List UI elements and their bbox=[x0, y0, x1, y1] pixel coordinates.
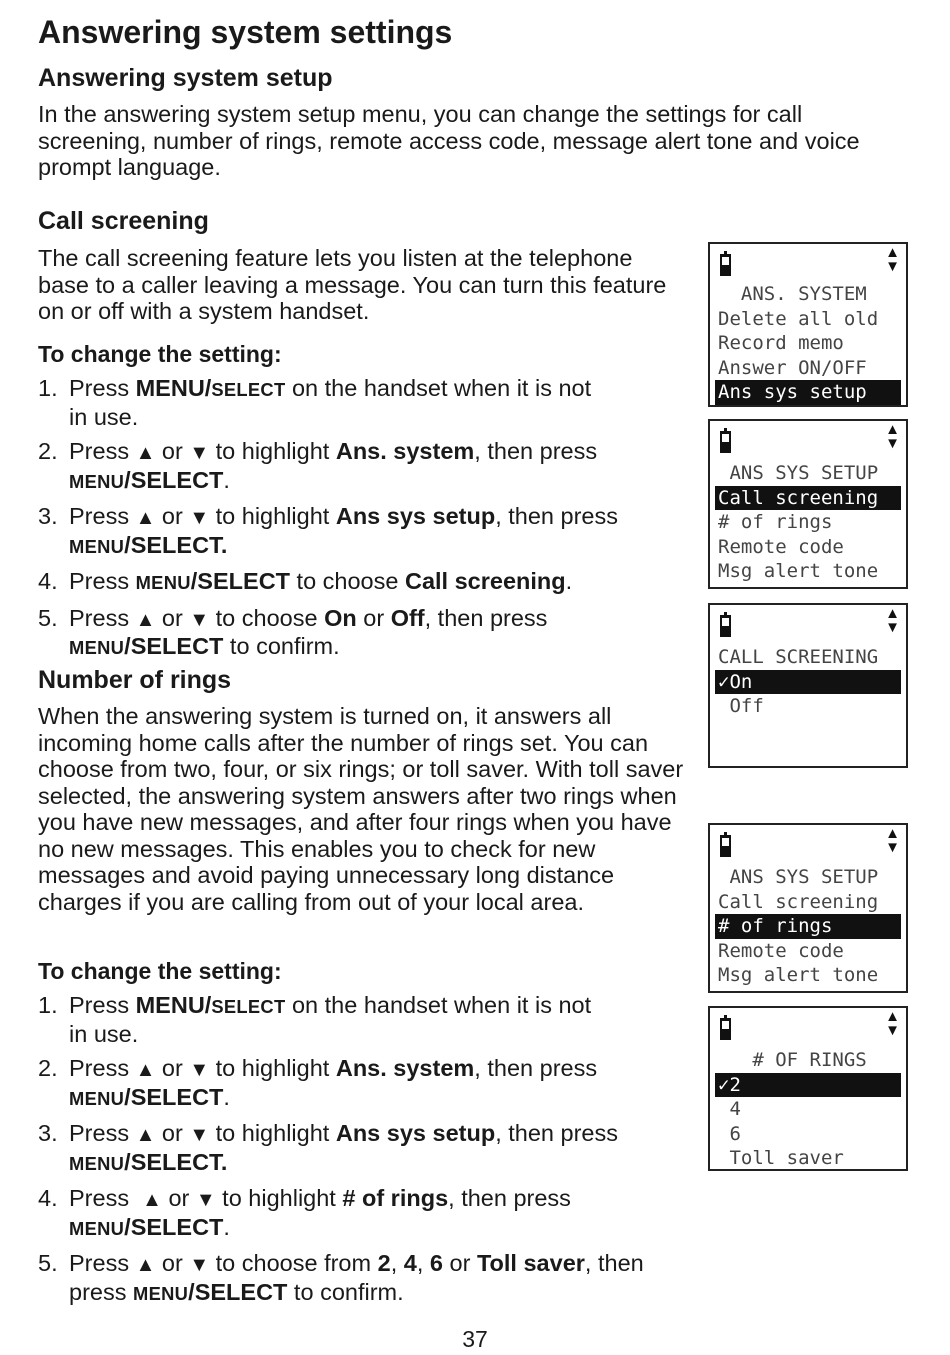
number-of-rings-heading: Number of rings bbox=[38, 666, 232, 694]
screen-line: Delete all old bbox=[718, 307, 879, 330]
battery-icon bbox=[720, 431, 731, 453]
step-item: 3. Press ▲ or ▼ to highlight Ans sys setup, then press MENU/SELECT. bbox=[38, 1120, 618, 1175]
battery-icon bbox=[720, 835, 731, 857]
screen-line-highlighted: Call screening bbox=[715, 486, 901, 511]
step-item: 5. Press ▲ or ▼ to choose On or Off, then press MENU/SELECT to confirm. bbox=[38, 604, 548, 659]
screen-line: CALL SCREENING bbox=[718, 646, 879, 668]
battery-icon bbox=[720, 1018, 731, 1040]
up-arrow-icon: ▲ bbox=[135, 1059, 156, 1081]
screen-line: Toll saver bbox=[718, 1147, 844, 1169]
up-arrow-icon: ▲ bbox=[135, 608, 156, 631]
screen-line: Answer ON/OFF bbox=[718, 356, 867, 379]
screen-line-highlighted: ✓2 bbox=[715, 1073, 901, 1098]
scroll-arrows-icon: ▲ ▼ bbox=[885, 244, 900, 275]
lcd-screen-ans-system bbox=[708, 242, 908, 407]
lcd-screen-ans-sys-setup bbox=[708, 419, 908, 589]
call-screening-intro: The call screening feature lets you listen at the telephone base to a caller leaving a message. You can turn this feature on or off with a system handset. bbox=[38, 245, 667, 324]
down-arrow-icon: ▼ bbox=[189, 608, 210, 631]
down-arrow-icon: ▼ bbox=[189, 442, 210, 464]
page-number: 37 bbox=[462, 1326, 488, 1352]
lcd-screen-number-of-rings bbox=[708, 1006, 908, 1171]
call-screening-heading: Call screening bbox=[38, 207, 209, 235]
down-arrow-icon: ▼ bbox=[189, 1254, 210, 1276]
scroll-arrows-icon: ▲ ▼ bbox=[885, 421, 900, 452]
screen-line: 6 bbox=[718, 1122, 741, 1145]
step-item: 2. Press ▲ or ▼ to highlight Ans. system, then press MENU/SELECT. bbox=[38, 1055, 598, 1110]
page-title: Answering system settings bbox=[38, 14, 453, 50]
screen-line: ANS SYS SETUP bbox=[718, 866, 879, 888]
screen-line: Remote code bbox=[718, 535, 844, 558]
number-of-rings-change-heading: To change the setting: bbox=[38, 958, 282, 984]
setup-intro: In the answering system setup menu, you can change the settings for call screening, number of rings, remote access code, message alert tone and voice prompt language. bbox=[38, 101, 860, 180]
up-arrow-icon: ▲ bbox=[135, 442, 156, 464]
down-arrow-icon: ▼ bbox=[189, 507, 210, 529]
step-item: 1. Press MENU/SELECT on the handset when it is not in use. bbox=[38, 992, 592, 1047]
setup-heading: Answering system setup bbox=[38, 64, 333, 92]
screen-line: ANS. SYSTEM bbox=[718, 283, 867, 305]
screen-line: Remote code bbox=[718, 939, 844, 962]
up-arrow-icon: ▲ bbox=[142, 1189, 162, 1211]
call-screening-change-heading: To change the setting: bbox=[38, 341, 282, 367]
battery-icon bbox=[720, 615, 731, 637]
call-screening-steps bbox=[38, 375, 698, 662]
up-arrow-icon: ▲ bbox=[135, 507, 156, 529]
screen-line: # OF RINGS bbox=[718, 1049, 867, 1071]
screen-line: Msg alert tone bbox=[718, 560, 879, 582]
number-of-rings-steps bbox=[38, 992, 708, 1307]
up-arrow-icon: ▲ bbox=[135, 1254, 156, 1276]
screen-line-highlighted: ✓On bbox=[715, 670, 901, 695]
up-arrow-icon: ▲ bbox=[135, 1124, 156, 1146]
down-arrow-icon: ▼ bbox=[189, 1124, 210, 1146]
down-arrow-icon: ▼ bbox=[195, 1189, 216, 1211]
screen-line: ANS SYS SETUP bbox=[718, 462, 879, 484]
scroll-arrows-icon: ▲ ▼ bbox=[885, 1008, 900, 1039]
down-arrow-icon: ▼ bbox=[189, 1059, 210, 1081]
screen-line: Call screening bbox=[718, 890, 879, 913]
screen-line-highlighted: Ans sys setup bbox=[715, 380, 901, 405]
lcd-screen-call-screening bbox=[708, 603, 908, 768]
step-item: 1. Press MENU/SELECT on the handset when it is not in use. bbox=[38, 375, 592, 430]
step-item: 2. Press ▲ or ▼ to highlight Ans. system, then press MENU/SELECT. bbox=[38, 438, 598, 493]
number-of-rings-intro: When the answering system is turned on, it answers all incoming home calls after the number of rings set. You can choose from two, four, or six rings; or toll saver. With toll saver selected, the answering system answers after two rings when you have new messages, and after four rings when you have no new messages. This enables you to check for new messages and avoid paying unnecessary long distance charges if you are calling from out of your local area. bbox=[38, 703, 684, 915]
lcd-screen-ans-sys-setup-rings bbox=[708, 823, 908, 993]
battery-icon bbox=[720, 254, 731, 276]
scroll-arrows-icon: ▲ ▼ bbox=[885, 825, 900, 856]
step-item: 4. Press ▲ or ▼ to highlight # of rings, then press MENU/SELECT. bbox=[38, 1185, 571, 1240]
step-item: 4. Press MENU/SELECT to choose Call screening. bbox=[38, 568, 573, 594]
step-item: 3. Press ▲ or ▼ to highlight Ans sys setup, then press MENU/SELECT. bbox=[38, 503, 618, 558]
screen-line-highlighted: # of rings bbox=[715, 914, 901, 939]
screen-line: Off bbox=[718, 695, 764, 717]
screen-line: 4 bbox=[718, 1098, 741, 1120]
scroll-arrows-icon: ▲ ▼ bbox=[885, 605, 900, 636]
screen-line: Record memo bbox=[718, 332, 844, 354]
step-item: 5. Press ▲ or ▼ to choose from 2, 4, 6 or Toll saver, then press MENU/SELECT to confirm. bbox=[38, 1250, 644, 1305]
screen-line: Msg alert tone bbox=[718, 964, 879, 986]
screen-line: # of rings bbox=[718, 511, 833, 533]
